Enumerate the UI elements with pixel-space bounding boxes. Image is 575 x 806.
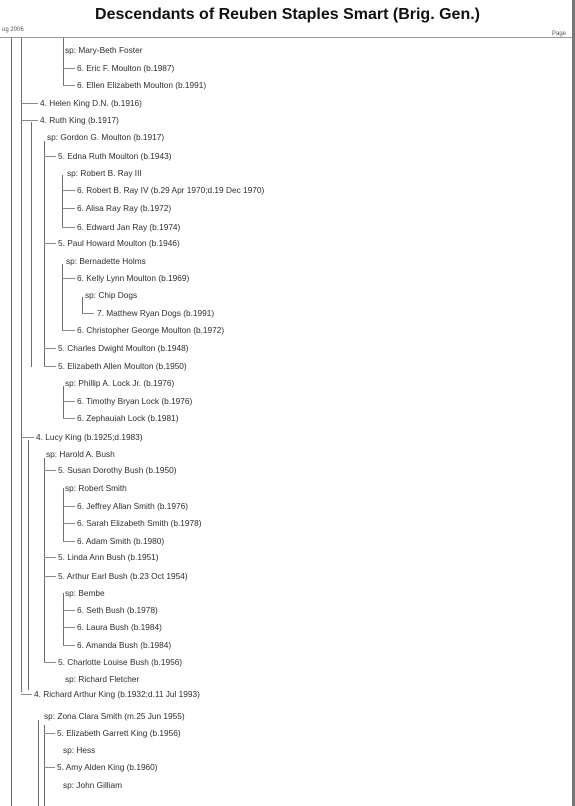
- tree-entry-person: 5. Elizabeth Garrett King (b.1956): [57, 728, 181, 738]
- header-date: ug 2006: [2, 27, 24, 33]
- tree-entry-spouse: sp: Gordon G. Moulton (b.1917): [47, 132, 165, 142]
- tree-entry-person: 5. Charlotte Louise Bush (b.1956): [58, 657, 183, 667]
- tree-entry-spouse: sp: Chip Dogs: [85, 290, 138, 300]
- tree-entry-spouse: sp: Mary-Beth Foster: [65, 45, 143, 55]
- tree-entry-person: 5. Amy Alden King (b.1960): [57, 762, 158, 772]
- tree-entry-spouse: sp: Robert B. Ray III: [67, 168, 142, 178]
- header-page: Page: [552, 31, 567, 37]
- tree-entry-spouse: sp: John Gilliam: [63, 780, 123, 790]
- tree-entry-person: 6. Robert B. Ray IV (b.29 Apr 1970;d.19 Dec 1970): [77, 185, 265, 195]
- page-title: Descendants of Reuben Staples Smart (Brig. Gen.): [95, 6, 480, 23]
- tree-entry-spouse: sp: Bembe: [65, 588, 105, 598]
- tree-entry-person: 6. Timothy Bryan Lock (b.1976): [77, 396, 193, 406]
- tree-entry-person: 5. Paul Howard Moulton (b.1946): [58, 238, 180, 248]
- tree-entry-person: 7. Matthew Ryan Dogs (b.1991): [97, 308, 215, 318]
- tree-entry-person: 5. Edna Ruth Moulton (b.1943): [58, 151, 172, 161]
- tree-entry-person: 4. Helen King D.N. (b.1916): [40, 98, 142, 108]
- tree-entry-spouse: sp: Zona Clara Smith (m.25 Jun 1955): [44, 711, 185, 721]
- tree-entry-spouse: sp: Bernadette Holms: [66, 256, 146, 266]
- tree-entry-person: 6. Laura Bush (b.1984): [77, 622, 162, 632]
- tree-entry-person: 5. Linda Ann Bush (b.1951): [58, 552, 159, 562]
- tree-entry-person: 4. Richard Arthur King (b.1932;d.11 Jul 1993): [34, 689, 200, 699]
- tree-entry-spouse: sp: Harold A. Bush: [46, 449, 115, 459]
- tree-entry-person: 4. Lucy King (b.1925;d.1983): [36, 432, 143, 442]
- tree-entry-person: 6. Amanda Bush (b.1984): [77, 640, 172, 650]
- tree-entry-person: 6. Seth Bush (b.1978): [77, 605, 158, 615]
- tree-entry-person: 6. Jeffrey Allan Smith (b.1976): [77, 501, 188, 511]
- tree-entry-spouse: sp: Phillip A. Lock Jr. (b.1976): [65, 378, 175, 388]
- tree-entry-person: 6. Edward Jan Ray (b.1974): [77, 222, 181, 232]
- tree-entry-person: 6. Adam Smith (b.1980): [77, 536, 165, 546]
- tree-entry-spouse: sp: Robert Smith: [65, 483, 127, 493]
- header-rule: [0, 37, 575, 38]
- tree-entry-person: 5. Susan Dorothy Bush (b.1950): [58, 465, 177, 475]
- tree-entry-person: 5. Charles Dwight Moulton (b.1948): [58, 343, 189, 353]
- tree-entry-person: 5. Elizabeth Allen Moulton (b.1950): [58, 361, 187, 371]
- tree-entry-person: 6. Zephauiah Lock (b.1981): [77, 413, 179, 423]
- tree-entry-person: 6. Ellen Elizabeth Moulton (b.1991): [77, 80, 207, 90]
- tree-entry-spouse: sp: Richard Fletcher: [65, 674, 140, 684]
- tree-entry-person: 5. Arthur Earl Bush (b.23 Oct 1954): [58, 571, 188, 581]
- tree-entry-spouse: sp: Hess: [63, 745, 96, 755]
- tree-entry-person: 4. Ruth King (b.1917): [40, 115, 119, 125]
- tree-entry-person: 6. Alisa Ray Ray (b.1972): [77, 203, 172, 213]
- tree-entry-person: 6. Sarah Elizabeth Smith (b.1978): [77, 518, 202, 528]
- tree-entry-person: 6. Christopher George Moulton (b.1972): [77, 325, 225, 335]
- tree-entry-person: 6. Eric F. Moulton (b.1987): [77, 63, 175, 73]
- tree-entry-person: 6. Kelly Lynn Moulton (b.1969): [77, 273, 190, 283]
